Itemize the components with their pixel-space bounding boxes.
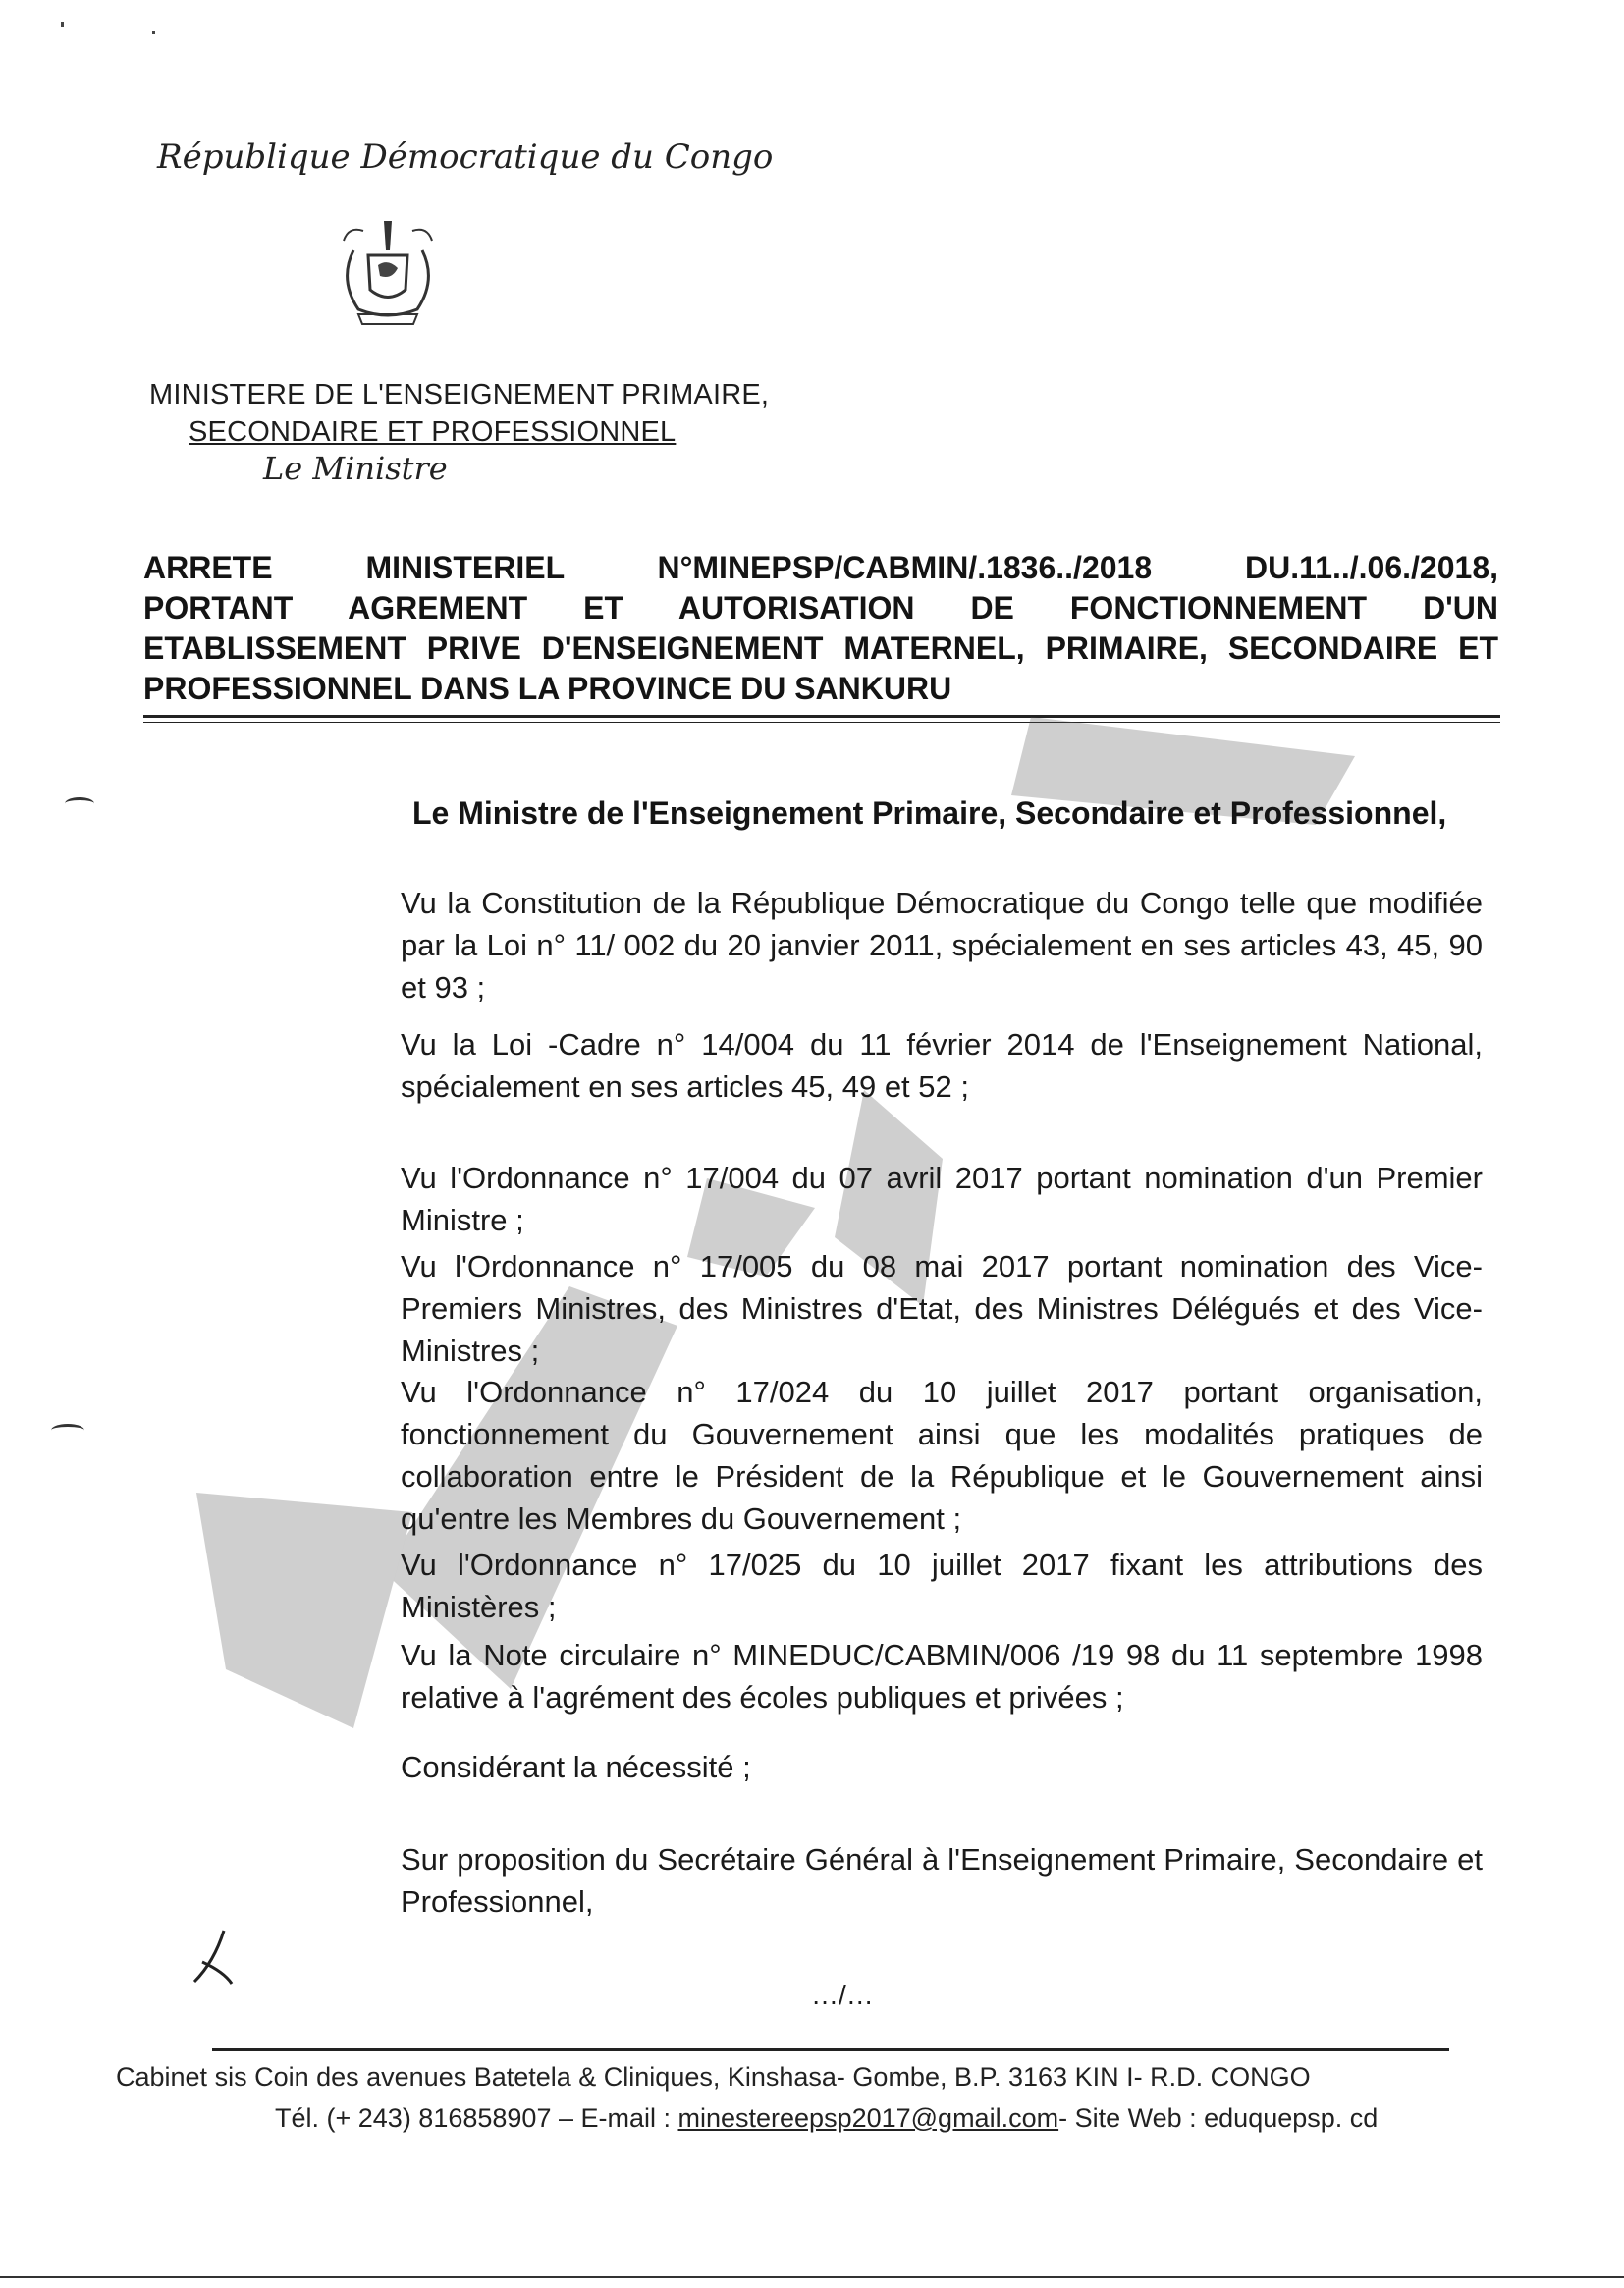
footer-contact [275,2103,1378,2134]
decree-title-line4: PROFESSIONNEL DANS LA PROVINCE DU SANKURU [143,671,952,706]
handwritten-initial [185,1923,244,1991]
decree-title-line2: PORTANT AGREMENT ET AUTORISATION DE FONCTIONNEMENT D'UN [143,590,1498,626]
considerant-constitution: Vu la Constitution de la République Démocratique du Congo telle que modifiée par la Loi n° 11/ 002 du 20 janvier 2011, spécialement en ses articles 43, 45, 90 et 93 ; [401,886,1483,1005]
scan-speck [61,22,64,27]
decree-title-line3: ETABLISSEMENT PRIVE D'ENSEIGNEMENT MATERNEL, PRIMAIRE, SECONDAIRE ET [143,630,1498,666]
heading-double-rule [143,715,1500,723]
proposition-secretaire-general: Sur proposition du Secrétaire Général à l'Enseignement Primaire, Secondaire et Professionnel, [401,1842,1483,1919]
decree-title-line1: ARRETE MINISTERIEL N°MINEPSP/CABMIN/.1836../2018 DU.11../.06./2018, [143,550,1498,585]
considerant-ordonnance-vice-premiers: Vu l'Ordonnance n° 17/005 du 08 mai 2017 portant nomination des Vice-Premiers Ministres, des Ministres d'Etat, des Ministres Délégués et des Vice-Ministres ; [401,1249,1483,1368]
minister-signature-title: Le Ministre [263,450,448,487]
considerant-necessite: Considérant la nécessité ; [401,1750,751,1784]
footer-address: Cabinet sis Coin des avenues Batetela & Cliniques, Kinshasa- Gombe, B.P. 3163 KIN I- R.D. CONGO [116,2062,1311,2092]
considerant-loi-cadre: Vu la Loi -Cadre n° 14/004 du 11 février 2014 de l'Enseignement National, spécialement en ses articles 45, 49 et 52 ; [401,1027,1483,1104]
footer-email-link[interactable]: minestereepsp2017@gmail.com [677,2103,1059,2133]
coat-of-arms-emblem [319,211,457,329]
continuation-marker: …/… [811,1980,874,2010]
minister-heading: Le Ministre de l'Enseignement Primaire, Secondaire et Professionnel, [412,795,1447,831]
considerant-ordonnance-attributions: Vu l'Ordonnance n° 17/025 du 10 juillet 2017 fixant les attributions des Ministères ; [401,1548,1483,1624]
considerant-ordonnance-gouvernement: Vu l'Ordonnance n° 17/024 du 10 juillet 2017 portant organisation, fonctionnement du Gouvernement ainsi que les modalités pratiques de collaboration entre le Président de la République et le Gouvernement ainsi qu'entre les Membres du Gouvernement ; [401,1375,1483,1536]
footer-phone: Tél. (+ 243) 816858907 – E-mail : [275,2103,678,2133]
scan-speck [152,31,155,34]
coat-of-arms [319,211,457,334]
scan-bottom-edge [0,2276,1624,2278]
footer-website: - Site Web : eduquepsp. cd [1058,2103,1379,2133]
country-name: République Démocratique du Congo [157,137,774,177]
margin-mark [51,1424,84,1437]
considerant-note-circulaire: Vu la Note circulaire n° MINEDUC/CABMIN/006 /19 98 du 11 septembre 1998 relative à l'agrément des écoles publiques et privées ; [401,1638,1483,1715]
ministry-name-line2: SECONDAIRE ET PROFESSIONNEL [189,416,677,448]
considerant-ordonnance-premier-ministre: Vu l'Ordonnance n° 17/004 du 07 avril 2017 portant nomination d'un Premier Ministre ; [401,1161,1483,1237]
margin-mark [65,797,94,810]
ministry-name-line1: MINISTERE DE L'ENSEIGNEMENT PRIMAIRE, [149,379,770,410]
footer-rule [212,2048,1449,2051]
